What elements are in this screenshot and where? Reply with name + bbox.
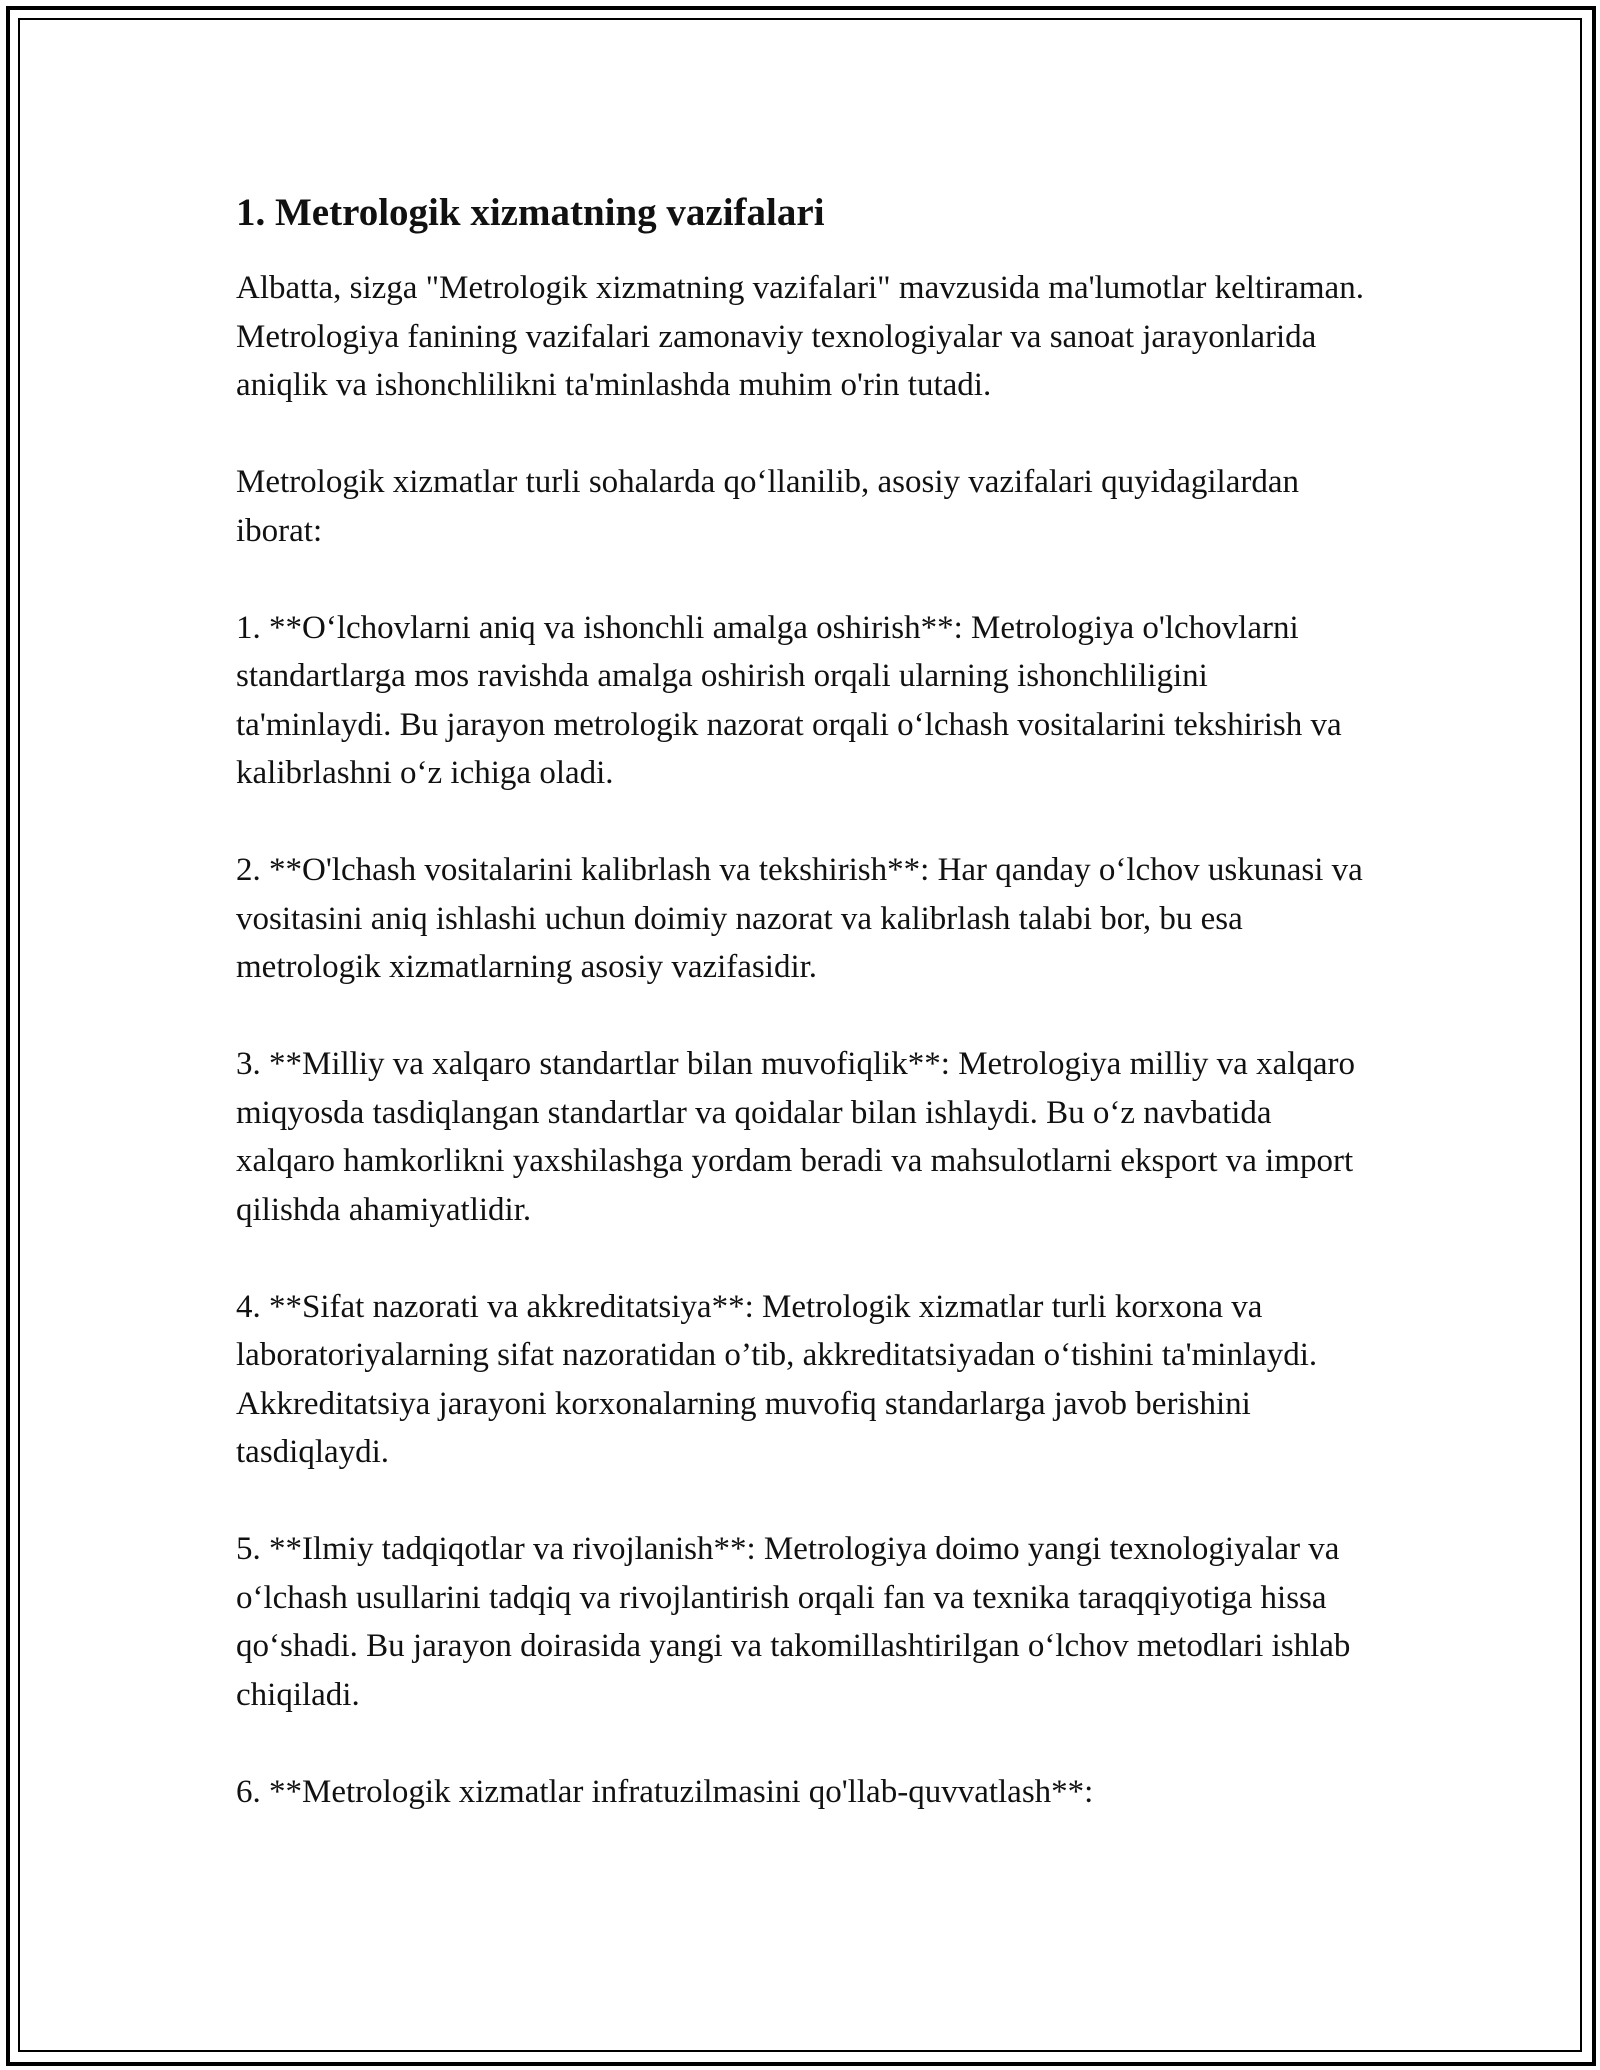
list-item-3: 3. **Milliy va xalqaro standartlar bilan muvofiqlik**: Metrologiya milliy va xalqaro miqyosda tasdiqlangan standartlar va qoidalar bilan ishlaydi. Bu o‘z navbatida xalqaro hamkorlikni yaxshilashga yordam beradi va mahsulotlarni eksport va import qilishda ahamiyatlidir. [236, 1046, 1356, 1228]
intro-paragraph: Albatta, sizga "Metrologik xizmatning vazifalari" mavzusida ma'lumotlar keltiraman. Metrologiya fanining vazifalari zamonaviy texnologiyalar va sanoat jarayonlarida aniqlik va ishonchlilikni ta'minlashda muhim o'rin tutadi. [236, 270, 1364, 403]
list-item-5: 5. **Ilmiy tadqiqotlar va rivojlanish**: Metrologiya doimo yangi texnologiyalar va o‘lchash usullarini tadqiq va rivojlantirish orqali fan va texnika taraqqiyotiga hissa qo‘shadi. Bu jarayon doirasida yangi va takomillashtirilgan o‘lchov metodlari ishlab chiqiladi. [236, 1531, 1351, 1713]
document-body [236, 186, 1366, 1865]
document-title: 1. Metrologik xizmatning vazifalari [236, 191, 825, 234]
list-item-4: 4. **Sifat nazorati va akkreditatsiya**: Metrologik xizmatlar turli korxona va laboratoriyalarning sifat nazoratidan o’tib, akkreditatsiyadan o‘tishini ta'minlaydi. Akkreditatsiya jarayoni korxonalarning muvofiq standarlarga javob berishini tasdiqlaydi. [236, 1288, 1318, 1470]
list-item-1: 1. **O‘lchovlarni aniq va ishonchli amalga oshirish**: Metrologiya o'lchovlarni standartlarga mos ravishda amalga oshirish orqali ularning ishonchliligini ta'minlaydi. Bu jarayon metrologik nazorat orqali o‘lchash vositalarini tekshirish va kalibrlashni o‘z ichiga oladi. [236, 609, 1342, 791]
lead-in-paragraph: Metrologik xizmatlar turli sohalarda qo‘llanilib, asosiy vazifalari quyidagilardan iborat: [236, 464, 1300, 549]
list-item-2: 2. **O'lchash vositalarini kalibrlash va tekshirish**: Har qanday o‘lchov uskunasi va vositasini aniq ishlashi uchun doimiy nazorat va kalibrlash talabi bor, bu esa metrologik xizmatlarning asosiy vazifasidir. [236, 852, 1363, 985]
list-item-6: 6. **Metrologik xizmatlar infratuzilmasini qo'llab-quvvatlash**: [236, 1773, 1094, 1810]
